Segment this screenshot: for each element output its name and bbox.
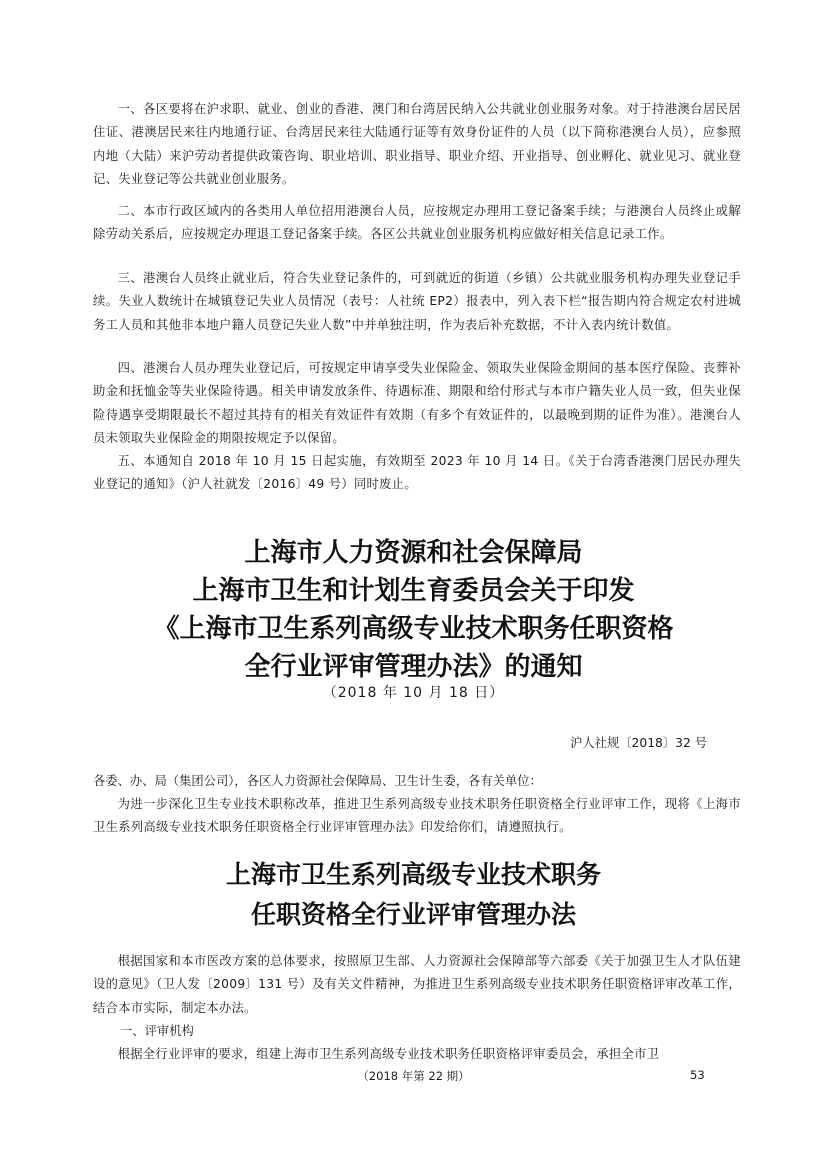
notice-title-line-4: 全行业评审管理办法》的通知 (244, 652, 583, 682)
section-1-text: 根据全行业评审的要求，组建上海市卫生系列高级专业技术职务任职资格评审委员会，承担全市卫 (117, 1047, 660, 1061)
prev-notice-paragraph-2: 二、本市行政区域内的各类用人单位招用港澳台人员，应按规定办理用工登记备案手续；与港澳台人员终止或解除劳动关系后，应按规定办理退工登记备案手续。各区公共就业创业服务机构应做好相关信息记录工作。 (93, 204, 741, 242)
salutation: 各委、办、局（集团公司），各区人力资源社会保障局、卫生计生委，各有关单位： (93, 774, 542, 788)
document-number: 沪人社规〔2018〕32 号 (570, 736, 707, 750)
prev-notice-paragraph-5: 五、本通知自 2018 年 10 月 15 日起实施，有效期至 2023 年 10 月 14 日。《关于台湾香港澳门居民办理失业登记的通知》（沪人社就发〔2016〕49 号）同时废止。 (93, 454, 741, 492)
prev-notice-paragraph-1: 一、各区要将在沪求职、就业、创业的香港、澳门和台湾居民纳入公共就业创业服务对象。对于持港澳台居民居住证、港澳居民来往内地通行证、台湾居民来往大陆通行证等有效身份证件的人员（以下简称港澳台人员），应参照内地（大陆）来沪劳动者提供政策咨询、职业培训、职业指导、职业介绍、开业指导、创业孵化、就业见习、就业登记、失业登记等公共就业创业服务。 (93, 102, 741, 187)
measures-title-line-2: 任职资格全行业评审管理办法 (250, 900, 576, 929)
section-heading-1: 一、评审机构 (120, 1024, 194, 1038)
notice-title-line-3: 《上海市卫生系列高级专业技术职务任职资格 (153, 614, 674, 644)
notice-title-line-1: 上海市人力资源和社会保障局 (244, 538, 583, 568)
measures-title-line-1: 上海市卫生系列高级专业技术职务 (225, 860, 601, 889)
prev-notice-paragraph-3: 三、港澳台人员终止就业后，符合失业登记条件的，可到就近的街道（乡镇）公共就业服务机构办理失业登记手续。失业人数统计在城镇登记失业人员情况（表号：人社统 EP2）报表中，列入表下栏“报告期内符合规定农村进城务工人员和其他非本地户籍人员登记失业人数”中并单独注明，作为表后补充数据，不计入表内统计数值。 (93, 271, 741, 332)
prev-notice-paragraph-4: 四、港澳台人员办理失业登记后，可按规定申请享受失业保险金、领取失业保险金期间的基本医疗保险、丧葬补助金和抚恤金等失业保险待遇。相关申请发放条件、待遇标准、期限和给付形式与本市户籍失业人员一致，但失业保险待遇享受期限最长不超过其持有的相关有效证件有效期（有多个有效证件的，以最晚到期的证件为准）。港澳台人员未领取失业保险金的期限按规定予以保留。 (93, 361, 741, 446)
notice-title-line-2: 上海市卫生和计划生育委员会关于印发 (192, 576, 635, 606)
notice-date: （2018 年 10 月 18 日） (322, 685, 505, 701)
issue-label: （2018 年第 22 期） (357, 1069, 470, 1083)
notice-body: 为进一步深化卫生专业技术职称改革，推进卫生系列高级专业技术职务任职资格全行业评审工作，现将《上海市卫生系列高级专业技术职务任职资格全行业评审管理办法》印发给你们，请遵照执行。 (93, 797, 741, 835)
page-number: 53 (690, 1068, 705, 1082)
measures-intro: 根据国家和本市医改方案的总体要求，按照原卫生部、人力资源社会保障部等六部委《关于加强卫生人才队伍建设的意见》（卫人发〔2009〕131 号）及有关文件精神，为推进卫生系列高级专业技术职务任职资格评审改革工作，结合本市实际，制定本办法。 (93, 954, 741, 1015)
